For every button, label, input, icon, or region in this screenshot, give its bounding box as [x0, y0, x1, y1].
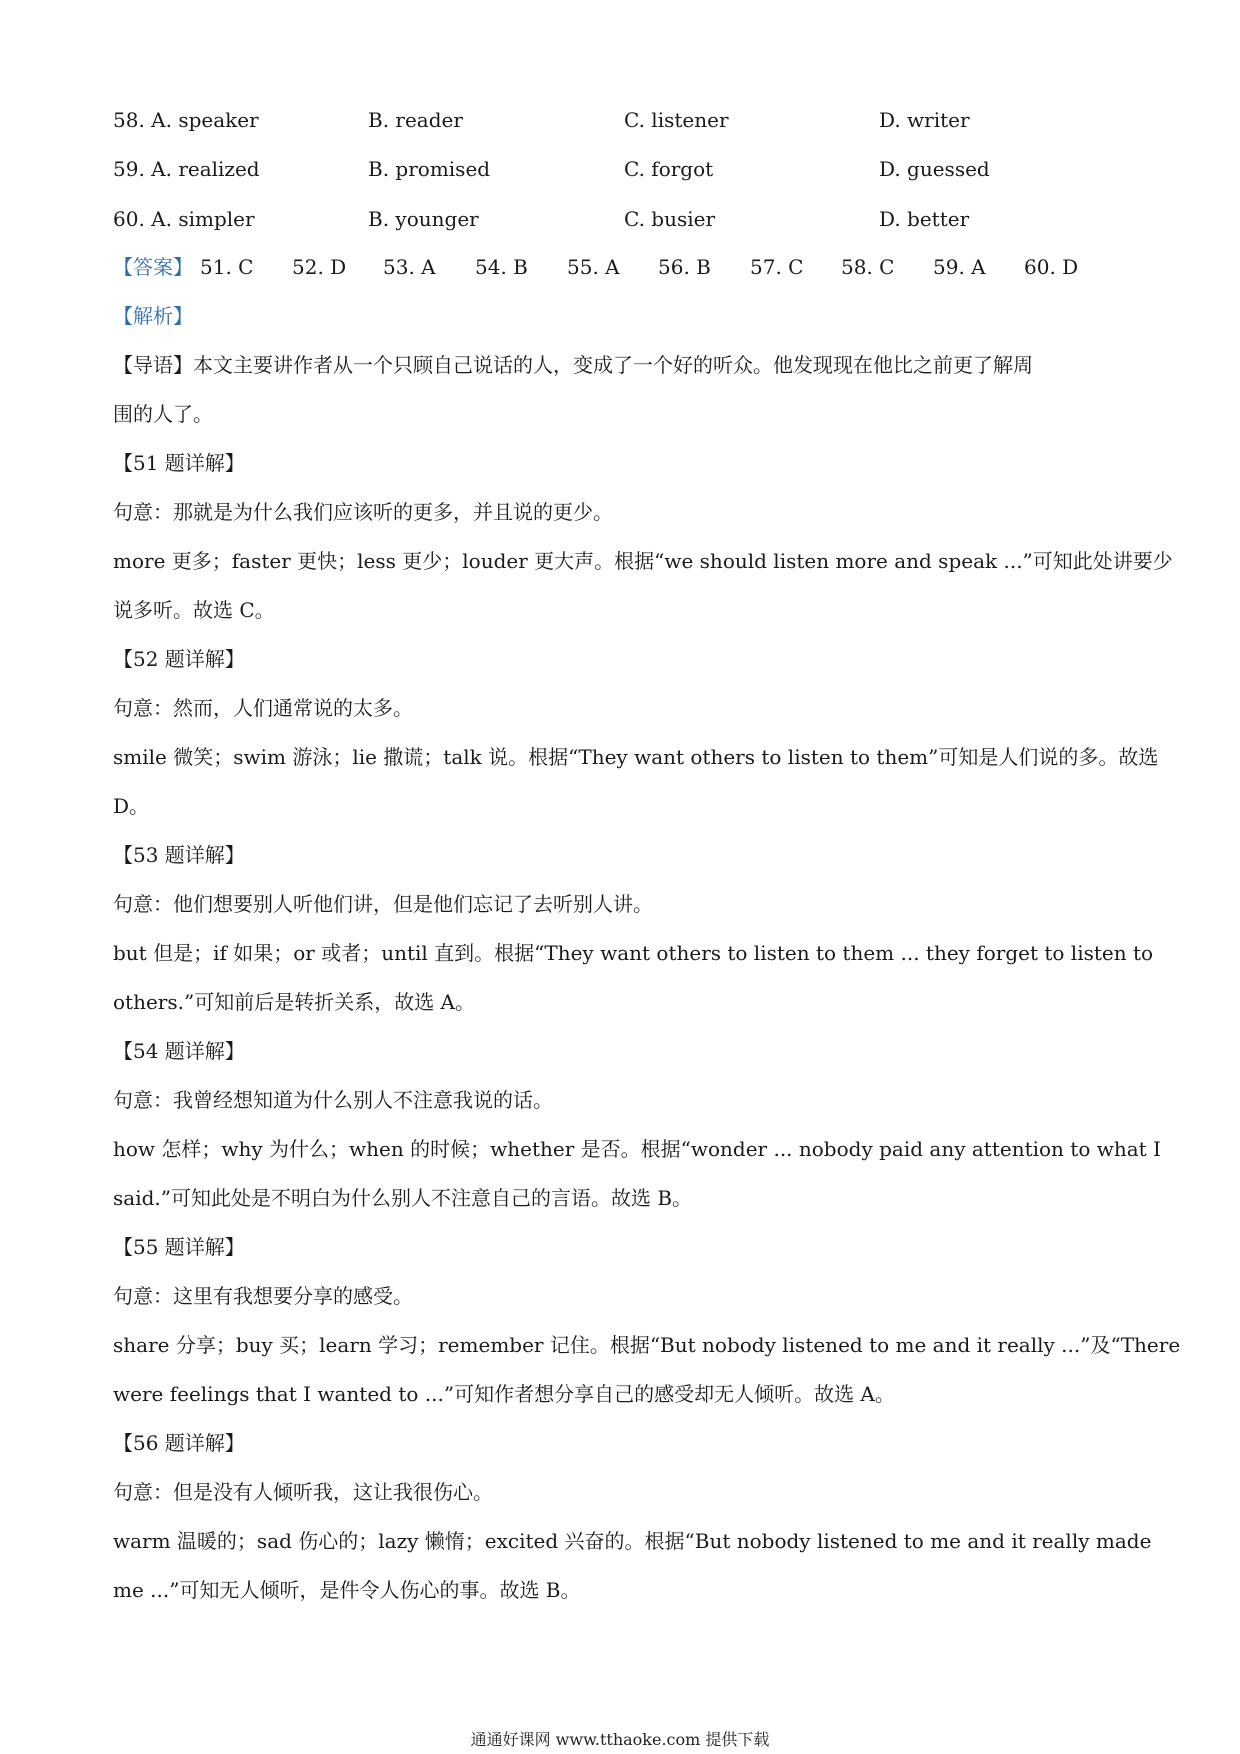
answer-item: 52. D	[292, 255, 347, 279]
analysis-tag: 【解析】	[113, 304, 193, 328]
q53-explanation: others.”可知前后是转折关系，故选 A。	[113, 990, 476, 1014]
q56-meaning: 句意：但是没有人倾听我，这让我很伤心。	[113, 1480, 493, 1504]
q51-meaning: 句意：那就是为什么我们应该听的更多，并且说的更少。	[113, 500, 613, 524]
q52-heading: 【52 题详解】	[113, 647, 245, 671]
q60-option-c: C. busier	[624, 207, 716, 231]
q55-explanation: share 分享；buy 买；learn 学习；remember 记住。根据“But nobody listened to me and it really ...”及“There	[113, 1333, 1181, 1357]
q59-option-d: D. guessed	[879, 157, 990, 181]
q53-heading: 【53 题详解】	[113, 843, 245, 867]
q58-option-d: D. writer	[879, 108, 970, 132]
q55-explanation: were feelings that I wanted to ...”可知作者想分享自己的感受却无人倾听。故选 A。	[113, 1382, 895, 1406]
q58-option-b: B. reader	[368, 108, 463, 132]
q52-meaning: 句意：然而，人们通常说的太多。	[113, 696, 413, 720]
q51-explanation: more 更多；faster 更快；less 更少；louder 更大声。根据“we should listen more and speak ...”可知此处讲要少	[113, 549, 1173, 573]
q52-explanation: smile 微笑；swim 游泳；lie 撒谎；talk 说。根据“They want others to listen to them”可知是人们说的多。故选	[113, 745, 1159, 769]
q52-explanation: D。	[113, 794, 150, 818]
q56-heading: 【56 题详解】	[113, 1431, 245, 1455]
q59-option-a: 59. A. realized	[113, 157, 260, 181]
q54-heading: 【54 题详解】	[113, 1039, 245, 1063]
answer-item: 53. A	[383, 255, 436, 279]
q54-explanation: said.”可知此处是不明白为什么别人不注意自己的言语。故选 B。	[113, 1186, 693, 1210]
q60-option-b: B. younger	[368, 207, 479, 231]
q53-explanation: but 但是；if 如果；or 或者；until 直到。根据“They want others to listen to them ... they forget to listen to	[113, 941, 1154, 965]
q55-meaning: 句意：这里有我想要分享的感受。	[113, 1284, 413, 1308]
q58-option-c: C. listener	[624, 108, 729, 132]
q54-explanation: how 怎样；why 为什么；when 的时候；whether 是否。根据“wonder ... nobody paid any attention to what I	[113, 1137, 1161, 1161]
answer-item: 57. C	[750, 255, 804, 279]
page-footer: 通通好课网 www.tthaoke.com 提供下载	[470, 1730, 770, 1749]
answer-item: 54. B	[475, 255, 528, 279]
q55-heading: 【55 题详解】	[113, 1235, 245, 1259]
q51-heading: 【51 题详解】	[113, 451, 245, 475]
q51-explanation: 说多听。故选 C。	[113, 598, 275, 622]
q53-meaning: 句意：他们想要别人听他们讲，但是他们忘记了去听别人讲。	[113, 892, 653, 916]
answer-item: 59. A	[933, 255, 986, 279]
answer-item: 56. B	[658, 255, 711, 279]
q59-option-c: C. forgot	[624, 157, 714, 181]
q58-option-a: 58. A. speaker	[113, 108, 259, 132]
answer-item: 58. C	[841, 255, 895, 279]
answer-item: 55. A	[567, 255, 620, 279]
intro-line: 【导语】本文主要讲作者从一个只顾自己说话的人，变成了一个好的听众。他发现现在他比之前更了解周	[113, 353, 1033, 377]
q59-option-b: B. promised	[368, 157, 491, 181]
answer-item: 60. D	[1024, 255, 1079, 279]
q60-option-a: 60. A. simpler	[113, 207, 255, 231]
intro-line: 围的人了。	[113, 402, 213, 426]
answer-tag: 【答案】	[113, 255, 193, 279]
q60-option-d: D. better	[879, 207, 970, 231]
q56-explanation: me ...”可知无人倾听，是件令人伤心的事。故选 B。	[113, 1578, 581, 1602]
q56-explanation: warm 温暖的；sad 伤心的；lazy 懒惰；excited 兴奋的。根据“But nobody listened to me and it really made	[113, 1529, 1152, 1553]
q54-meaning: 句意：我曾经想知道为什么别人不注意我说的话。	[113, 1088, 553, 1112]
answer-item: 51. C	[200, 255, 254, 279]
